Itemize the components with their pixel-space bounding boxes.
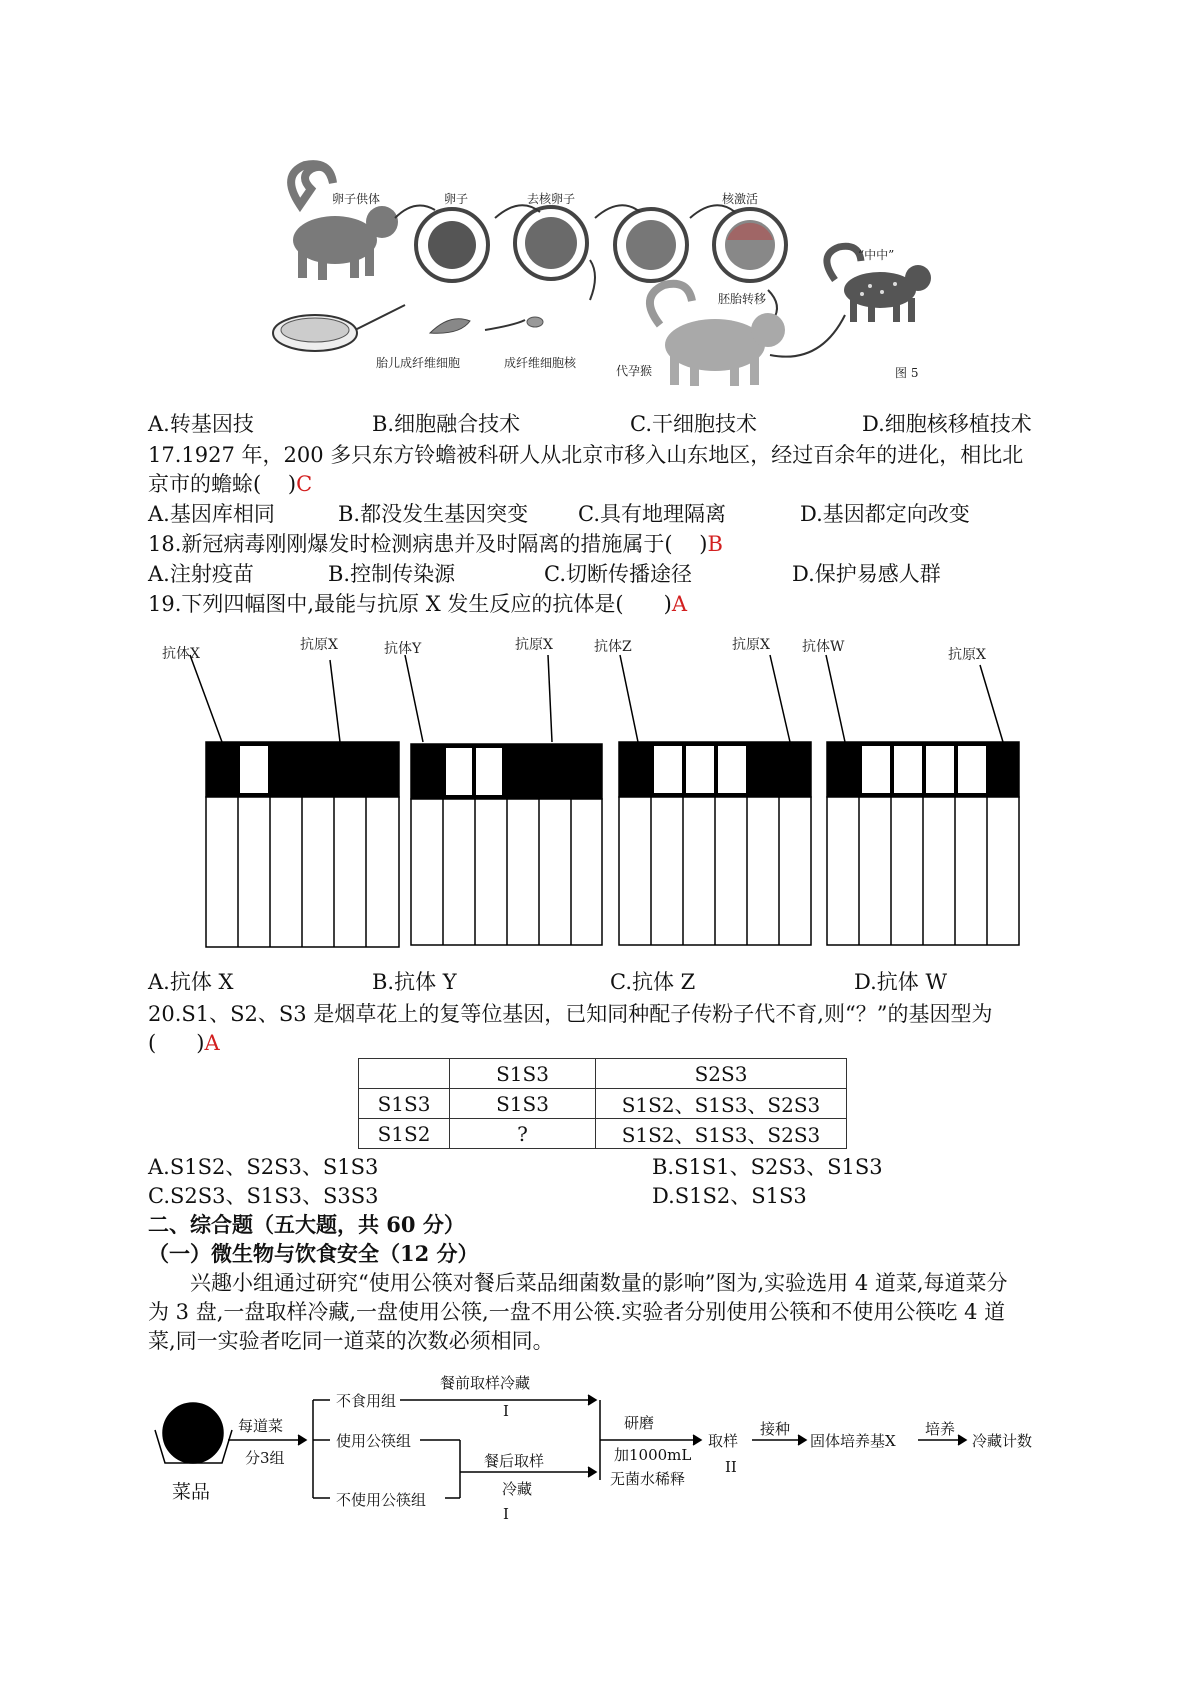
q16-option-b: B.细胞融合技术 — [372, 412, 521, 436]
petri-dish-icon — [273, 315, 357, 351]
flow-I-bottom: I — [503, 1505, 509, 1523]
diagram2-antigen-label: 抗原X — [515, 637, 553, 653]
q19-option-d: D.抗体 W — [854, 970, 948, 994]
q20-stem-line2: ( )A — [148, 1031, 220, 1055]
q18-stem: 18.新冠病毒刚刚爆发时检测病患并及时隔离的措施属于( )B — [148, 532, 723, 556]
flow-group2: 使用公筷组 — [336, 1432, 412, 1450]
diagram1-antigen-label: 抗原X — [300, 637, 338, 653]
section2-para-line2: 为 3 盘,一盘取样冷藏,一盘使用公筷,一盘不用公筷.实验者分别使用公筷和不使用公筷吃 4 道 — [148, 1300, 1006, 1324]
fig-label-transfer: 胚胎转移 — [718, 292, 767, 306]
q18-option-b: B.控制传染源 — [328, 562, 456, 586]
figure5-illustration — [0, 0, 1200, 400]
enucleated-egg-icon — [515, 207, 587, 279]
reconstructed-egg-icon — [615, 209, 687, 281]
flow-count: 冷藏计数 — [972, 1432, 1033, 1450]
table-cell: S1S2、S1S3、S2S3 — [596, 1119, 847, 1149]
flow-pre-sample: 餐前取样冷藏 — [440, 1374, 531, 1392]
antibody-diagrams — [0, 630, 1200, 960]
fig-label-donor: 卵子供体 — [332, 192, 381, 206]
fibroblast-icon — [430, 319, 470, 334]
flow-cold: 冷藏 — [502, 1480, 533, 1498]
flow-culture: 培养 — [925, 1420, 956, 1438]
flow-II: II — [725, 1458, 737, 1476]
experiment-flowchart — [0, 1380, 1200, 1530]
fig-label-surrogate: 代孕猴 — [616, 364, 653, 378]
q20-option-a: A.S1S2、S2S3、S1S3 — [148, 1155, 379, 1179]
diagram4-antibody-label: 抗体W — [802, 639, 845, 655]
diagram4-antigen-label: 抗原X — [948, 647, 986, 663]
flow-group1: 不食用组 — [336, 1392, 397, 1410]
q17-option-d: D.基因都定向改变 — [800, 502, 970, 526]
table-cell: S1S3 — [450, 1089, 596, 1119]
fig-label-enucleated: 去核卵子 — [527, 192, 576, 206]
table-row — [359, 1089, 847, 1119]
section2-subtitle: （一）微生物与饮食安全（12 分） — [148, 1241, 479, 1266]
q19-answer: A — [671, 592, 688, 616]
section2-title: 二、综合题（五大题，共 60 分） — [148, 1212, 465, 1237]
table-cell: S1S2 — [359, 1119, 450, 1149]
q17-option-c: C.具有地理隔离 — [578, 502, 726, 526]
egg-cell-icon — [416, 209, 488, 281]
flow-group3: 不使用公筷组 — [336, 1491, 427, 1509]
q18-option-a: A.注射疫苗 — [148, 562, 254, 586]
flow-post-sample: 餐后取样 — [484, 1452, 545, 1470]
flow-medium: 固体培养基X — [810, 1432, 896, 1450]
fig-label-activation: 核激活 — [722, 192, 759, 206]
q18-answer: B — [707, 532, 723, 556]
table-cell: S1S3 — [450, 1059, 596, 1089]
q19-option-c: C.抗体 Z — [610, 970, 696, 994]
diagram2-antibody-label: 抗体Y — [384, 641, 422, 657]
q20-stem-line1: 20.S1、S2、S3 是烟草花上的复等位基因，已知同种配子传粉子代不育,则“？”的基因型为 — [148, 1002, 993, 1026]
q16-option-c: C.干细胞技术 — [630, 412, 757, 436]
table-cell: ? — [450, 1119, 596, 1149]
diagram3-antigen-label: 抗原X — [732, 637, 770, 653]
q19-option-b: B.抗体 Y — [372, 970, 457, 994]
q17-option-a: A.基因库相同 — [148, 502, 275, 526]
q17-answer: C — [296, 472, 313, 496]
q16-option-a: A.转基因技 — [148, 412, 254, 436]
q16-option-d: D.细胞核移植技术 — [862, 412, 1032, 436]
flow-add: 加1000mL — [614, 1446, 692, 1464]
q19-option-a: A.抗体 X — [148, 970, 234, 994]
q18-option-d: D.保护易感人群 — [792, 562, 941, 586]
genotype-table — [358, 1058, 847, 1149]
q18-option-c: C.切断传播途径 — [544, 562, 692, 586]
q20-option-c: C.S2S3、S1S3、S3S3 — [148, 1184, 379, 1208]
fig-label-fibroblast: 胎儿成纤维细胞 — [376, 356, 461, 370]
fig-label-figno: 图 5 — [895, 366, 919, 380]
q20-answer: A — [204, 1031, 220, 1055]
fig-label-nucleus: 成纤维细胞核 — [504, 356, 577, 370]
diagram3-antibody-label: 抗体Z — [594, 639, 632, 655]
nucleus-icon — [527, 317, 543, 327]
q17-stem-line2: 京市的蟾蜍( )C — [148, 472, 313, 496]
table-cell: S1S2、S1S3、S2S3 — [596, 1089, 847, 1119]
q17-option-b: B.都没发生基因突变 — [338, 502, 529, 526]
q19-stem: 19.下列四幅图中,最能与抗原 X 发生反应的抗体是( )A — [148, 592, 688, 616]
table-row — [359, 1119, 847, 1149]
q20-option-b: B.S1S1、S2S3、S1S3 — [652, 1155, 883, 1179]
section2-para-line1: 兴趣小组通过研究“使用公筷对餐后菜品细菌数量的影响”图为,实验选用 4 道菜,每道菜分 — [190, 1271, 1008, 1295]
q17-stem-line1: 17.1927 年，200 多只东方铃蟾被科研人从北京市移入山东地区，经过百余年的进化，相比北 — [148, 443, 1024, 467]
flow-inoc: 接种 — [760, 1420, 791, 1438]
fig-label-zhongzhong: “中中” — [858, 248, 895, 262]
table-cell: S1S3 — [359, 1089, 450, 1119]
flow-I-top: I — [503, 1402, 509, 1420]
activated-embryo-icon — [714, 209, 786, 281]
fig-label-egg: 卵子 — [444, 192, 469, 206]
dish-icon — [163, 1403, 223, 1463]
table-cell — [359, 1059, 450, 1089]
table-cell: S2S3 — [596, 1059, 847, 1089]
table-row — [359, 1059, 847, 1089]
diagram1-antibody-label: 抗体X — [162, 646, 200, 662]
flow-each-label: 每道菜 — [238, 1417, 284, 1435]
flow-dilute: 无菌水稀释 — [610, 1470, 686, 1488]
flow-split-label: 分3组 — [245, 1449, 285, 1467]
donor-monkey-icon — [291, 164, 398, 280]
q20-option-d: D.S1S2、S1S3 — [652, 1184, 807, 1208]
flow-sample: 取样 — [708, 1432, 739, 1450]
flow-grind: 研磨 — [624, 1414, 655, 1432]
section2-para-line3: 菜,同一实验者吃同一道菜的次数必须相同。 — [148, 1329, 554, 1353]
flow-dish-label: 菜品 — [172, 1481, 211, 1503]
